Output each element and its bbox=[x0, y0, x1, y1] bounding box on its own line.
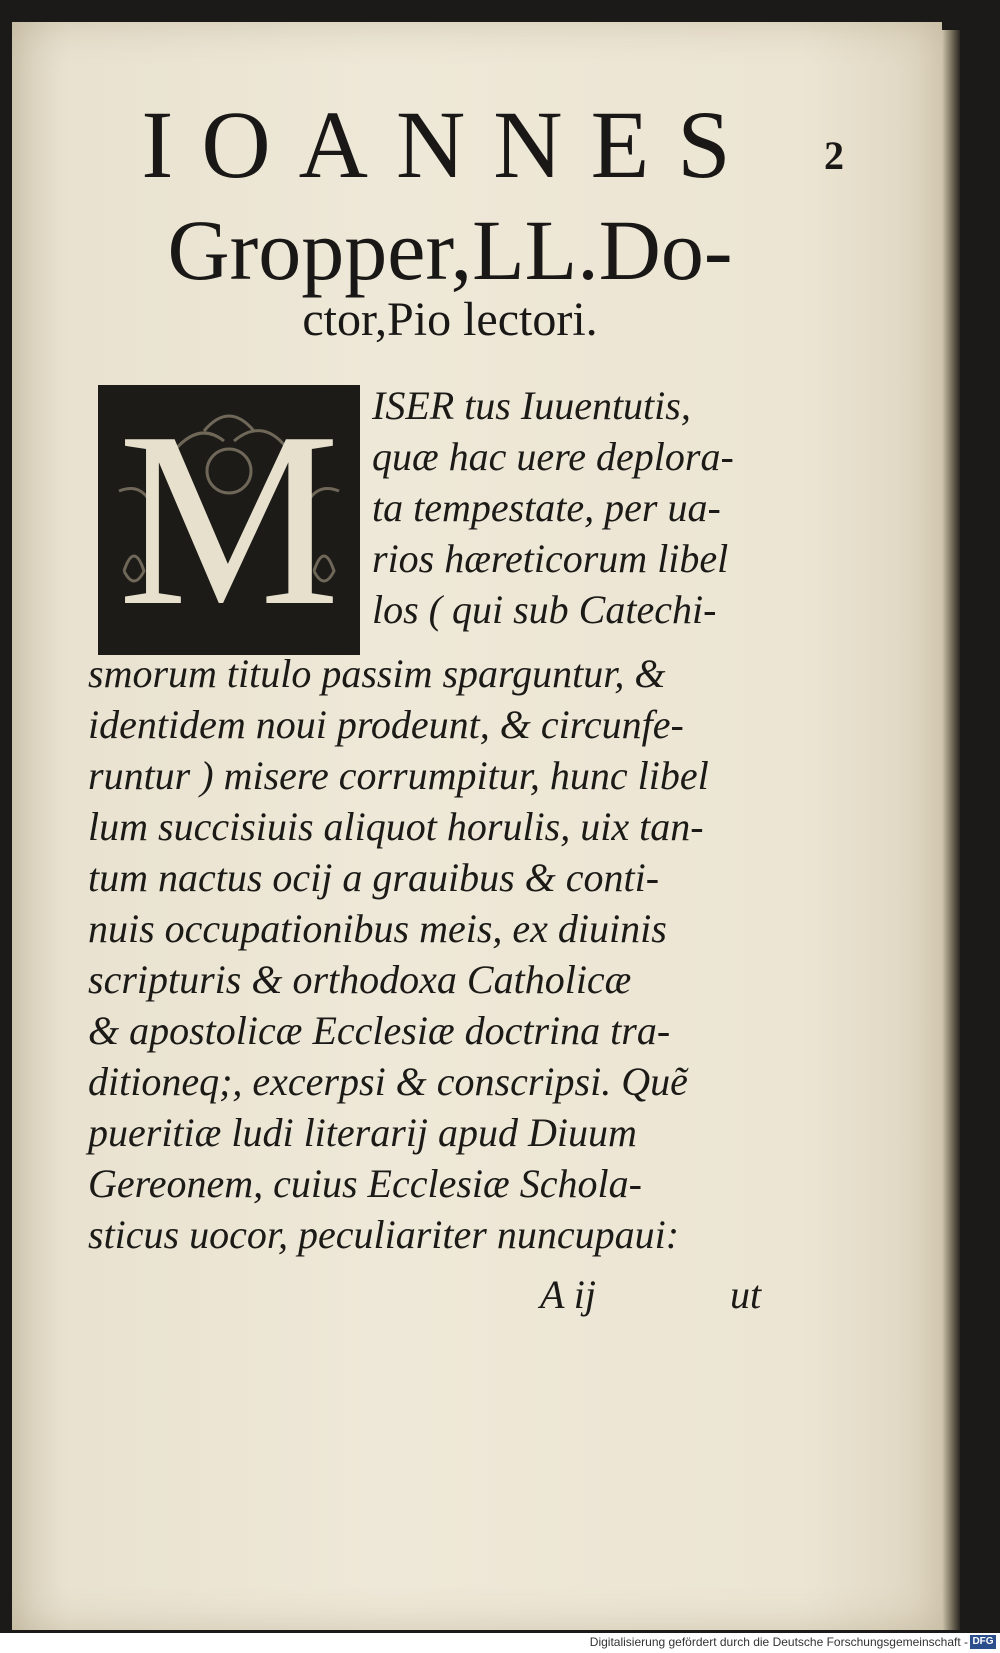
text-line: runtur ) misere corrumpitur, hunc libel bbox=[88, 753, 709, 798]
text-line: ISER tus Iuuentutis, bbox=[372, 383, 691, 428]
catchword: ut bbox=[730, 1272, 762, 1317]
text-line: ta tempestate, per ua- bbox=[372, 485, 721, 530]
text-line: smorum titulo passim sparguntur, & bbox=[88, 651, 666, 696]
text-line: Gereonem, cuius Ecclesiæ Schola- bbox=[88, 1161, 642, 1206]
title-name: IOANNES bbox=[141, 91, 759, 198]
text-line: identidem noui prodeunt, & circunfe- bbox=[88, 702, 684, 747]
initial-letter: M bbox=[117, 385, 341, 655]
footer-credit: Digitalisierung gefördert durch die Deutsche Forschungsgemeinschaft - bbox=[589, 1635, 968, 1649]
title-dedication: ctor,Pio lectori. bbox=[302, 293, 598, 346]
text-line: & apostolicæ Ecclesiæ doctrina tra- bbox=[88, 1008, 671, 1053]
dfg-logo-icon: DFG bbox=[970, 1635, 996, 1649]
text-line: sticus uocor, peculiariter nuncupaui: bbox=[88, 1212, 680, 1257]
text-line: los ( qui sub Catechi- bbox=[372, 587, 717, 632]
text-line: pueritiæ ludi literarij apud Diuum bbox=[88, 1110, 637, 1155]
page-number: 2 bbox=[824, 133, 844, 178]
text-line: ditioneq;, excerpsi & conscripsi. Quẽ bbox=[88, 1059, 688, 1104]
text-line: scripturis & orthodoxa Catholicæ bbox=[88, 957, 632, 1002]
page-edge bbox=[942, 30, 960, 1630]
decorated-initial bbox=[98, 385, 360, 655]
text-line: nuis occupationibus meis, ex diuinis bbox=[88, 906, 667, 951]
title-author: Gropper,LL.Do- bbox=[167, 202, 733, 298]
signature-mark: A ij bbox=[540, 1272, 596, 1317]
text-line: tum nactus ocij a grauibus & conti- bbox=[88, 855, 660, 900]
text-line: rios hæreticorum libel bbox=[372, 536, 729, 581]
text-line: quæ hac uere deplora- bbox=[372, 434, 734, 479]
text-line: lum succisiuis aliquot horulis, uix tan- bbox=[88, 804, 704, 849]
